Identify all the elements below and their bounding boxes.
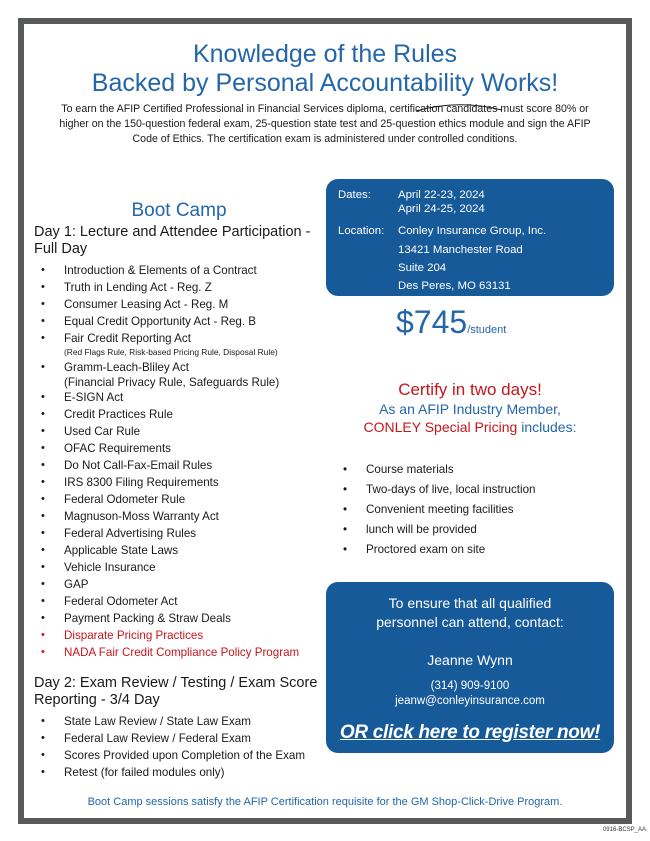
list-item-text: Federal Odometer Act — [64, 595, 178, 608]
list-item — [34, 644, 334, 661]
list-item-text: Introduction & Elements of a Contract — [64, 264, 257, 277]
list-item-text: Fair Credit Reporting Act — [64, 332, 191, 345]
page-frame — [18, 18, 632, 824]
list-item-text: Consumer Leasing Act - Reg. M — [64, 298, 229, 311]
certify-pricing-line — [326, 418, 614, 436]
title-line-1: Knowledge of the Rules — [192, 40, 458, 68]
list-item-subtext: (Red Flags Rule, Risk-based Pricing Rule, Disposal Rule) — [64, 347, 278, 357]
list-item-text: Payment Packing & Straw Deals — [64, 612, 231, 625]
list-item-text: IRS 8300 Filing Requirements — [64, 476, 219, 489]
register-link[interactable]: OR click here to register now! — [339, 722, 601, 743]
list-item — [34, 279, 334, 296]
location-label: Location: — [338, 225, 385, 237]
list-item-text: Federal Odometer Rule — [64, 493, 186, 506]
list-item — [34, 457, 334, 474]
intro-paragraph: To earn the AFIP Certified Professional in Financial Services diploma, certification candidates must score 80% or higher on the 150-question federal exam, 25-question state test and 25-question ethics module and sign the AFIP Code of Ethics. The certification exam is administered under controlled conditions. — [59, 103, 591, 145]
list-item — [34, 576, 334, 593]
list-item-text: Equal Credit Opportunity Act - Reg. B — [64, 315, 257, 328]
day2-list — [34, 713, 334, 781]
list-item-text: Do Not Call-Fax-Email Rules — [64, 459, 213, 472]
location-line-3: Suite 204 — [398, 262, 447, 274]
list-item-text: Vehicle Insurance — [64, 561, 156, 574]
document-code: 0916-BCSP_AA — [602, 827, 646, 833]
day1-list — [34, 262, 334, 661]
list-item-text: GAP — [64, 578, 89, 591]
list-item: • Two-days of live, local instruction — [334, 480, 535, 500]
list-item — [34, 610, 334, 627]
list-item — [34, 359, 334, 389]
list-item — [34, 423, 334, 440]
list-item-text: OFAC Requirements — [64, 442, 171, 455]
list-item — [34, 542, 334, 559]
conley-label: CONLEY — [363, 419, 421, 435]
list-item-text: Gramm-Leach-Bliley Act — [64, 361, 189, 374]
list-item-text: Credit Practices Rule — [64, 408, 173, 421]
list-item — [34, 559, 334, 576]
list-item — [34, 491, 334, 508]
includes-label: includes: — [521, 419, 577, 435]
dates-label: Dates: — [338, 189, 371, 201]
contact-email-link[interactable]: jeanw@conleyinsurance.com — [395, 695, 545, 707]
list-item: • Proctored exam on site — [334, 540, 535, 560]
list-item-text: Used Car Rule — [64, 425, 141, 438]
list-item-text: Magnuson-Moss Warranty Act — [64, 510, 219, 523]
contact-phone: (314) 909-9100 — [430, 680, 510, 692]
footer-note: Boot Camp sessions satisfy the AFIP Certification requisite for the GM Shop-Click-Drive Program. — [87, 796, 563, 808]
list-item — [34, 593, 334, 610]
price-amount: $745 — [396, 304, 468, 340]
list-item-text: Truth in Lending Act - Reg. Z — [64, 281, 212, 294]
page-title — [24, 40, 626, 98]
date-1: April 22-23, 2024 — [398, 189, 485, 201]
list-item: • Federal Law Review / Federal Exam — [34, 730, 334, 747]
contact-text — [326, 594, 614, 632]
list-item: • Scores Provided upon Completion of the Exam — [34, 747, 334, 764]
list-item-text: Applicable State Laws — [64, 544, 179, 557]
list-item: • lunch will be provided — [334, 520, 535, 540]
location-line-2: 13421 Manchester Road — [398, 244, 523, 256]
bootcamp-title: Boot Camp — [131, 200, 227, 221]
list-item — [34, 440, 334, 457]
contact-text-line-2: personnel can attend, contact: — [376, 614, 564, 630]
certify-headline: Certify in two days! — [398, 380, 542, 399]
list-item — [34, 627, 334, 644]
list-item: • Retest (for failed modules only) — [34, 764, 334, 781]
list-item — [34, 262, 334, 279]
contact-name: Jeanne Wynn — [427, 652, 513, 668]
certify-callout — [326, 380, 614, 436]
list-item-text: Disparate Pricing Practices — [64, 629, 204, 642]
special-pricing-label: Special Pricing — [424, 419, 518, 435]
list-item — [34, 330, 334, 357]
list-item — [34, 296, 334, 313]
list-item — [34, 508, 334, 525]
date-2: April 24-25, 2024 — [398, 203, 485, 215]
bootcamp-section — [34, 200, 334, 781]
dates-location-box — [326, 179, 614, 296]
list-item — [34, 525, 334, 542]
list-item — [34, 406, 334, 423]
list-item-subtext: (Financial Privacy Rule, Safeguards Rule) — [64, 376, 280, 389]
includes-list — [334, 460, 535, 560]
list-item: • Course materials — [334, 460, 535, 480]
list-item — [34, 389, 334, 406]
day1-title: Day 1: Lecture and Attendee Participation - Full Day — [34, 224, 311, 257]
list-item: • State Law Review / State Law Exam — [34, 713, 334, 730]
day2-title: Day 2: Exam Review / Testing / Exam Score Reporting - 3/4 Day — [34, 675, 318, 708]
list-item: • Convenient meeting facilities — [334, 500, 535, 520]
list-item-text: Federal Advertising Rules — [64, 527, 197, 540]
title-line-2: Backed by Personal Accountability Works! — [91, 69, 559, 97]
price-per: /student — [467, 324, 507, 336]
list-item — [34, 313, 334, 330]
contact-box — [326, 582, 614, 753]
contact-text-line-1: To ensure that all qualified — [388, 595, 552, 611]
location-line-4: Des Peres, MO 63131 — [398, 280, 511, 292]
list-item — [34, 474, 334, 491]
location-line-1: Conley Insurance Group, Inc. — [398, 225, 547, 237]
list-item-text: NADA Fair Credit Compliance Policy Program — [64, 646, 300, 659]
price — [396, 304, 506, 340]
certify-member-line: As an AFIP Industry Member, — [379, 401, 561, 417]
list-item-text: E-SIGN Act — [64, 391, 124, 404]
